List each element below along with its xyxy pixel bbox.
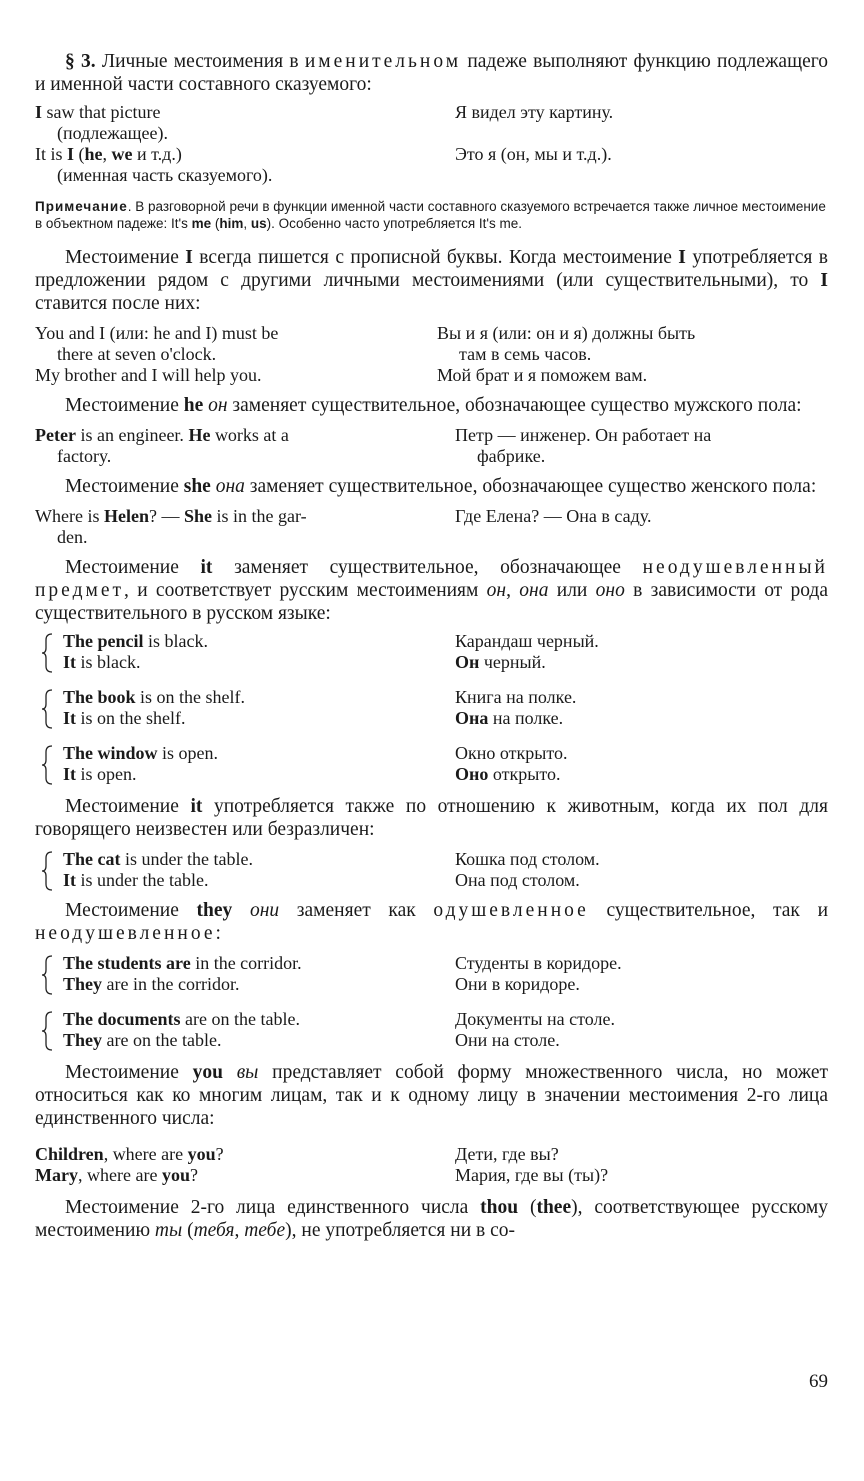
paragraph-you: Местоимение you вы представляет собой форму множественного числа, но может относиться как ко многим лицам, так и к одному лицу в значении местоимения 2-го лица единственного числа: xyxy=(35,1062,829,1129)
brace-icon xyxy=(35,687,63,729)
example-row: You and I (или: he and I) must be there at seven o'clock. Вы и я (или: он и я) должны быть там в семь часов. xyxy=(35,323,696,364)
braced-example: The students are in the corridor. They are in the corridor. Студенты в коридоре. Они в коридоре. xyxy=(35,953,828,995)
paragraph-it-animals: Местоимение it употребляется также по отношению к животным, когда их пол для говорящего неизвестен или безразличен: xyxy=(35,796,828,840)
section-marker: § 3. xyxy=(65,51,96,72)
paragraph-it: Местоимение it заменяет существительное, обозначающее неодушевленный предмет, и соответствует русским местоимениям он, она или оно в зависимости от рода существительного в русском языке: xyxy=(35,557,829,624)
braced-example: The cat is under the table. It is under the table. Кошка под столом. Она под столом. xyxy=(35,849,828,891)
brace-icon xyxy=(35,1009,63,1051)
braced-example: The pencil is black. It is black. Карандаш черный. Он черный. xyxy=(35,631,828,673)
brace-icon xyxy=(35,631,63,673)
note: Примечание. В разговорной речи в функции именной части составного сказуемого встречается также личное местоимение в объектном падеже: It's me (him, us). Особенно часто употребляется It's me. xyxy=(35,199,826,231)
paragraph-she: Местоимение she она заменяет существительное, обозначающее существо женского пола: xyxy=(65,476,817,497)
page-number: 69 xyxy=(809,1371,828,1392)
paragraph-he: Местоимение he он заменяет существительное, обозначающее существо мужского пола: xyxy=(65,395,802,416)
paragraph-thou: Местоимение 2-го лица единственного числа thou (thee), соответствующее русскому местоимению ты (тебя, тебе), не употребляется ни в со- xyxy=(35,1197,828,1241)
example-row: Peter is an engineer. He works at a factory. Петр — инженер. Он работает на фабрике. xyxy=(35,425,712,466)
brace-icon xyxy=(35,953,63,995)
braced-example: The book is on the shelf. It is on the shelf. Книга на полке. Она на полке. xyxy=(35,687,828,729)
example-row: It is I (he, we и т.д.) (именная часть сказуемого). Это я (он, мы и т.д.). xyxy=(35,144,612,185)
example-row: Children, where are you? Дети, где вы? xyxy=(35,1144,559,1164)
braced-example: The window is open. It is open. Окно открыто. Оно открыто. xyxy=(35,743,828,785)
brace-icon xyxy=(35,743,63,785)
paragraph-capital-i: Местоимение I всегда пишется с прописной буквы. Когда местоимение I употребляется в предложении рядом с другими личными местоимениями (или существительными), то I ставится после них: xyxy=(35,247,828,314)
example-row: I saw that picture (подлежащее). Я видел эту картину. xyxy=(35,102,614,143)
example-row: Mary, where are you? Мария, где вы (ты)? xyxy=(35,1165,609,1185)
braced-example: The documents are on the table. They are on the table. Документы на столе. Они на столе. xyxy=(35,1009,828,1051)
section-3-intro: § 3. Личные местоимения в именительном падеже выполняют функцию подлежащего и именной части составного сказуемого: xyxy=(35,51,829,95)
example-row: Where is Helen? — She is in the gar- den. Где Елена? — Она в саду. xyxy=(35,506,652,547)
example-row: My brother and I will help you. Мой брат и я поможем вам. xyxy=(35,365,648,385)
paragraph-they: Местоимение they они заменяет как одушевленное существительное, так и неодушевленное: xyxy=(35,900,829,944)
brace-icon xyxy=(35,849,63,891)
